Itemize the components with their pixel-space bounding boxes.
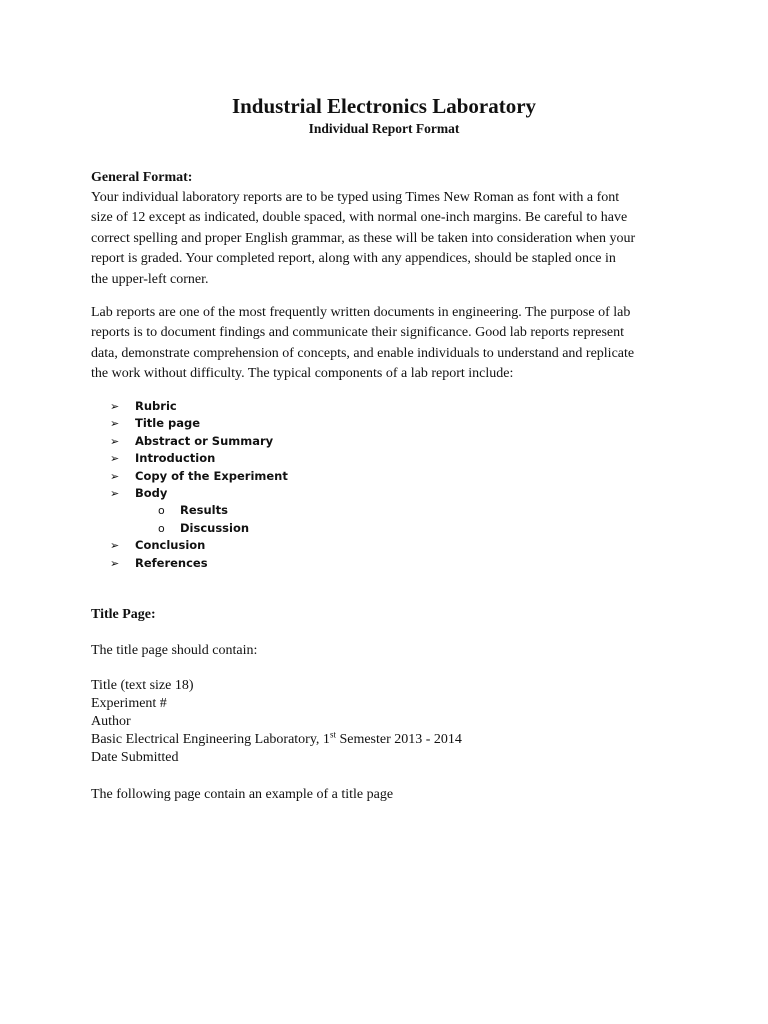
arrow-bullet-icon: ➢ — [110, 417, 120, 431]
title-page-heading: Title Page: — [91, 607, 156, 622]
field-course: Basic Electrical Engineering Laboratory, 1st Semester 2013 - 2014 — [91, 729, 462, 747]
arrow-bullet-icon: ➢ — [110, 452, 120, 466]
paragraph-line: Lab reports are one of the most frequently written documents in engineering. The purpose of lab — [91, 305, 631, 320]
field-title: Title (text size 18) — [91, 678, 194, 693]
components-list — [110, 398, 288, 572]
arrow-bullet-icon: ➢ — [110, 469, 120, 483]
list-item: ➢ Introduction — [110, 450, 288, 467]
intro-paragraph — [91, 303, 691, 385]
sub-list-item: o Discussion — [110, 520, 288, 537]
arrow-bullet-icon: ➢ — [110, 486, 120, 500]
paragraph-line: report is graded. Your completed report, along with any appendices, should be stapled once in — [91, 251, 616, 267]
closing-line: The following page contain an example of a title page — [91, 787, 394, 802]
paragraph-line: correct spelling and proper English grammar, as these will be taken into consideration when your — [91, 230, 636, 246]
circle-bullet-icon: o — [158, 504, 165, 518]
list-item: ➢ Copy of the Experiment — [110, 468, 288, 485]
paragraph-line: data, demonstrate comprehension of concepts, and enable individuals to understand and replicate — [91, 345, 635, 361]
list-item: ➢ References — [110, 555, 288, 572]
arrow-bullet-icon: ➢ — [110, 539, 120, 553]
list-item: ➢ Conclusion — [110, 537, 288, 554]
document-subtitle: Individual Report Format — [308, 121, 460, 136]
list-item: ➢ Rubric — [110, 398, 288, 415]
general-format-paragraph — [91, 188, 691, 290]
field-author: Author — [91, 714, 131, 729]
document-title: Industrial Electronics Laboratory — [231, 94, 537, 118]
paragraph-line: the upper-left corner. — [91, 271, 209, 287]
arrow-bullet-icon: ➢ — [110, 556, 120, 570]
list-item: ➢ Abstract or Summary — [110, 433, 288, 450]
title-page-intro: The title page should contain: — [91, 643, 258, 658]
sub-list-item: o Results — [110, 502, 288, 519]
list-item: ➢ Title page — [110, 415, 288, 432]
paragraph-line: size of 12 except as indicated, double spaced, with normal one-inch margins. Be careful to have — [91, 210, 628, 226]
paragraph-line: the work without difficulty. The typical components of a lab report include: — [91, 366, 514, 382]
list-item: ➢ Body — [110, 485, 288, 502]
paragraph-line: reports is to document findings and communicate their significance. Good lab reports represent — [91, 325, 625, 341]
arrow-bullet-icon: ➢ — [110, 434, 120, 448]
paragraph-line: Your individual laboratory reports are to be typed using Times New Roman as font with a font — [91, 190, 620, 205]
field-date: Date Submitted — [91, 750, 179, 765]
field-experiment: Experiment # — [91, 696, 167, 711]
general-format-heading: General Format: — [91, 170, 193, 185]
circle-bullet-icon: o — [158, 521, 165, 535]
arrow-bullet-icon: ➢ — [110, 400, 120, 413]
